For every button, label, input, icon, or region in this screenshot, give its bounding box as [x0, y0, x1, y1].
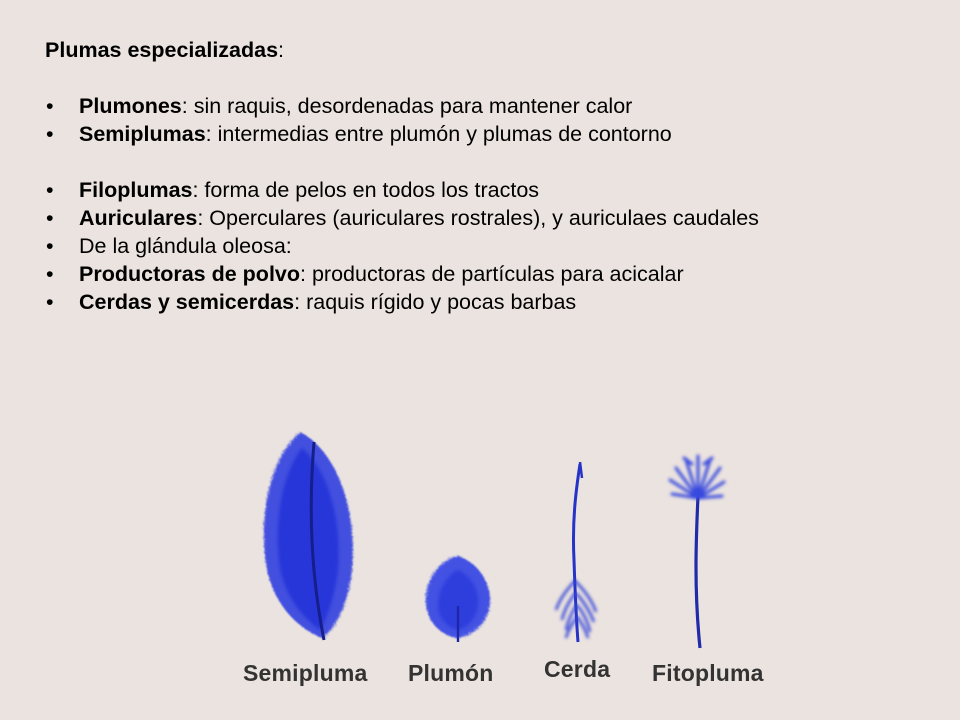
bullet-list-2 [45, 176, 925, 316]
caption-semipluma: Semipluma [243, 660, 368, 686]
bullet-desc: : sin raquis, desordenadas para mantener calor [181, 94, 633, 118]
heading-rest: : [278, 38, 285, 62]
caption-fitopluma: Fitopluma [652, 660, 764, 686]
slide-heading [45, 36, 925, 64]
bullet-term: Auriculares [79, 206, 198, 230]
bullet-term: Productoras de polvo [79, 262, 301, 286]
feather-illustrations [210, 420, 800, 700]
bullet-desc: : forma de pelos en todos los tractos [192, 178, 540, 202]
bullet-auriculares [45, 204, 925, 232]
bullet-desc: : Operculares (auriculares rostrales), y auriculaes caudales [197, 206, 759, 230]
slide-text [45, 36, 925, 316]
bullet-glandula-oleosa [45, 232, 925, 260]
bullet-list-1 [45, 92, 925, 148]
caption-plumon: Plumón [408, 660, 494, 686]
caption-cerda: Cerda [544, 656, 611, 682]
bullet-term: Filoplumas [79, 178, 193, 202]
bullet-plumones [45, 92, 925, 120]
bullet-desc: De la glándula oleosa: [79, 234, 292, 258]
plumon-feather [426, 556, 490, 642]
fitopluma-feather [670, 456, 724, 648]
bullet-productoras-polvo [45, 260, 925, 288]
bullet-term: Semiplumas [79, 122, 206, 146]
spacer [45, 148, 925, 176]
bullet-filoplumas [45, 176, 925, 204]
cerda-feather [556, 462, 596, 642]
bullet-cerdas [45, 288, 925, 316]
feather-figure [210, 420, 800, 700]
bullet-desc: : raquis rígido y pocas barbas [294, 290, 577, 314]
bullet-term: Cerdas y semicerdas [79, 290, 295, 314]
bullet-desc: : intermedias entre plumón y plumas de contorno [205, 122, 672, 146]
heading-bold: Plumas especializadas [45, 38, 279, 62]
bullet-semiplumas [45, 120, 925, 148]
bullet-term: Plumones [79, 94, 182, 118]
bullet-desc: : productoras de partículas para acicalar [300, 262, 684, 286]
semipluma-feather [264, 432, 353, 640]
